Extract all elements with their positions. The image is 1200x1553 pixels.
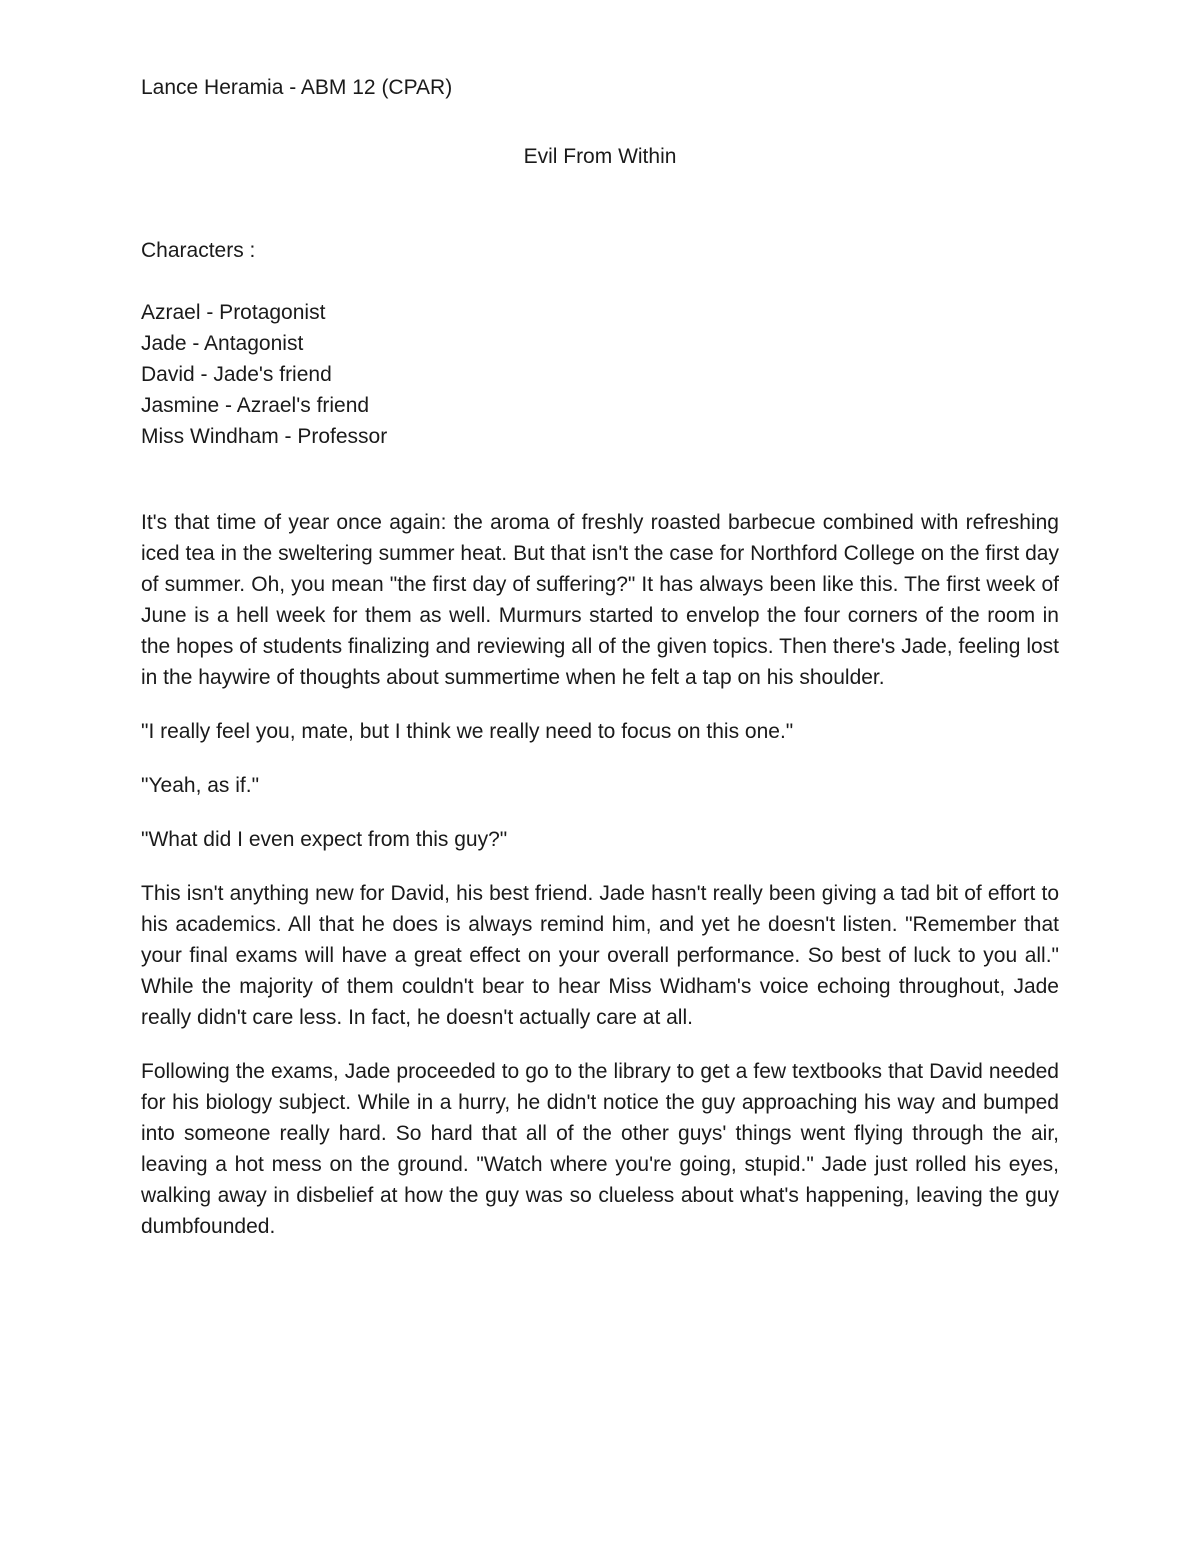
author-line: Lance Heramia - ABM 12 (CPAR): [141, 76, 453, 99]
character-list: [141, 297, 1059, 452]
dialogue-line: "Yeah, as if.": [141, 774, 260, 797]
character-item: Azrael - Protagonist: [141, 301, 326, 324]
story-paragraph: This isn't anything new for David, his best friend. Jade hasn't really been giving a tad bit of effort to his academics. All that he does is always remind him, and yet he doesn't listen. "Remember that your final exams will have a great effect on your overall performance. So best of luck to you all." While the majority of them couldn't bear to hear Miss Widham's voice echoing throughout, Jade really didn't care less. In fact, he doesn't actually care at all.: [141, 882, 1059, 1029]
character-item: Miss Windham - Professor: [141, 425, 388, 448]
character-item: Jasmine - Azrael's friend: [141, 394, 370, 417]
character-item: David - Jade's friend: [141, 363, 332, 386]
page-content: [141, 72, 1059, 1265]
story-paragraph: It's that time of year once again: the aroma of freshly roasted barbecue combined with refreshing iced tea in the sweltering summer heat. But that isn't the case for Northford College on the first day of summer. Oh, you mean "the first day of suffering?" It has always been like this. The first week of June is a hell week for them as well. Murmurs started to envelop the four corners of the room in the hopes of students finalizing and reviewing all of the given topics. Then there's Jade, feeling lost in the haywire of thoughts about summertime when he felt a tap on his shoulder.: [141, 511, 1059, 689]
document-title: Evil From Within: [523, 145, 677, 168]
dialogue-line: "I really feel you, mate, but I think we really need to focus on this one.": [141, 720, 794, 743]
characters-heading: Characters :: [141, 239, 256, 262]
story-paragraph: Following the exams, Jade proceeded to go to the library to get a few textbooks that David needed for his biology subject. While in a hurry, he didn't notice the guy approaching his way and bumped into someone really hard. So hard that all of the other guys' things went flying through the air, leaving a hot mess on the ground. "Watch where you're going, stupid." Jade just rolled his eyes, walking away in disbelief at how the guy was so clueless about what's happening, leaving the guy dumbfounded.: [141, 1060, 1059, 1238]
dialogue-line: "What did I even expect from this guy?": [141, 828, 508, 851]
character-item: Jade - Antagonist: [141, 332, 304, 355]
story-body: [141, 507, 1059, 1242]
